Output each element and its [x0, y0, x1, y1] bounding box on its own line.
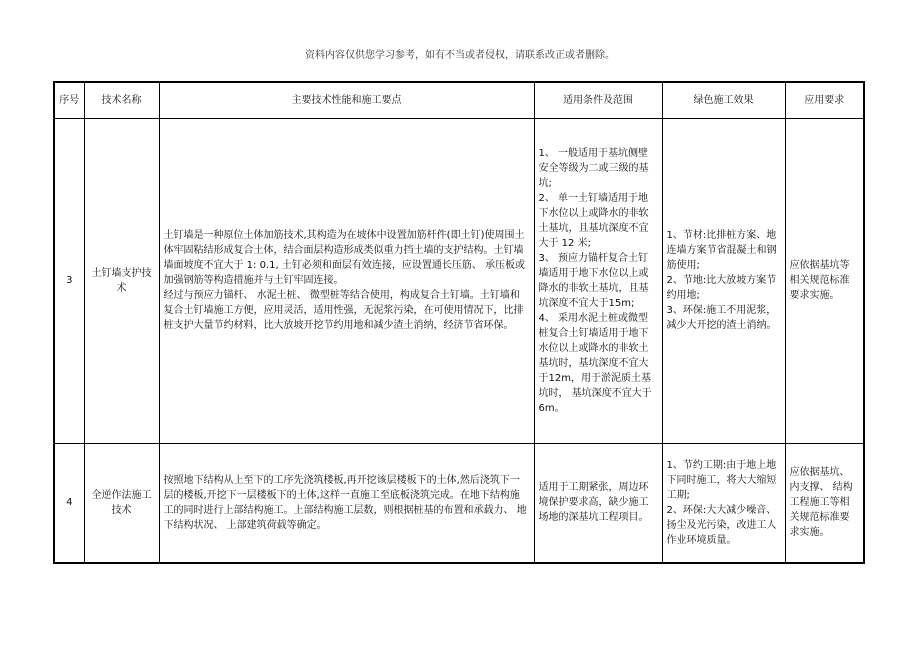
table-row — [54, 443, 864, 563]
row-conditions — [534, 443, 662, 563]
row-green — [662, 443, 785, 563]
row-name: 全逆作法施工技术 — [84, 443, 159, 563]
performance-paragraph: 经过与预应力锚杆、 水泥土桩、 微型桩等结合使用，构成复合土钉墙。土钉墙和复合土钉墙施工方便，应用灵活，适用性强，无泥浆污染，在可使用情况下，比排桩支护大量节约材料，比大放坡开挖节约用地和减少渣土消纳，经济节省环保。 — [163, 290, 524, 331]
condition-item: 4、 采用水泥土桩或微型桩复合土钉墙适用于地下水位以上或降水的非软土基坑时，基坑深度不宜大于12m，用于淤泥质土基坑时， 基坑深度不宜大于6m。 — [538, 312, 652, 414]
header-green: 绿色施工效果 — [662, 82, 785, 118]
header-name: 技术名称 — [84, 82, 159, 118]
disclaimer-notice: 资料内容仅供您学习参考，如有不当或者侵权，请联系改正或者删除。 — [305, 50, 615, 61]
performance-paragraph: 土钉墙是一种原位土体加筋技术,其构造为在坡体中设置加筋杆件(即土钉)使周围土体牢固粘结形成复合土体，结合面层构造形成类似重力挡土墙的支护结构。土钉墙墙面坡度不宜大于 1: 0.1, 土钉必须和面层有效连接，应设置通长压筋、 承压板或加强钢筋等构造措施并与土钉牢固连接。 — [163, 230, 526, 286]
technology-table — [53, 81, 865, 564]
row-name: 土钉墙支护技术 — [84, 118, 159, 443]
table-header-row — [54, 82, 864, 118]
row-requirements: 应依据基坑、内支撑、 结构工程施工等相关规范标准要求实施。 — [785, 443, 864, 563]
row-green — [662, 118, 785, 443]
green-item: 1、节约工期:由于地上地下同时施工，将大大缩短工期; — [666, 459, 777, 501]
row-conditions — [534, 118, 662, 443]
row-performance — [159, 443, 534, 563]
table-row — [54, 118, 864, 443]
header-conditions: 适用条件及范围 — [534, 82, 662, 118]
condition-item: 2、 单一土钉墙适用于地下水位以上或降水的非软土基坑，且基坑深度不宜大于 12 米; — [538, 192, 649, 249]
green-item: 2、节地:比大放坡方案节约用地; — [666, 275, 777, 301]
row-no: 3 — [54, 118, 84, 443]
row-requirements: 应依据基坑等相关规范标准要求实施。 — [785, 118, 864, 443]
performance-paragraph: 按照地下结构从上至下的工序先浇筑楼板,再开挖该层楼板下的土体,然后浇筑下一层的楼板,开挖下一层楼板下的土体,这样一直施工至底板浇筑完成。在地下结构施工的同时进行上部结构施工。上部结构施工层数，则根据桩基的布置和承载力、 地下结构状况、 上部建筑荷载等确定。 — [163, 474, 527, 531]
green-item: 3、环保:施工不用泥浆，减少大开挖的渣土消纳。 — [666, 305, 777, 331]
green-item: 1、节材:比排桩方案、地连墙方案节省混凝土和钢筋使用; — [666, 230, 777, 271]
condition-item: 适用于工期紧张，周边环境保护要求高，缺少施工场地的深基坑工程项目。 — [538, 482, 649, 524]
header-performance: 主要技术性能和施工要点 — [159, 82, 534, 118]
condition-item: 3、 预应力锚杆复合土钉墙适用于地下水位以上或降水的非软土基坑，且基坑深度不宜大于15m; — [538, 252, 649, 309]
header-no: 序号 — [54, 82, 84, 118]
row-no: 4 — [54, 443, 84, 563]
header-requirements: 应用要求 — [785, 82, 864, 118]
condition-item: 1、 一般适用于基坑侧壁安全等级为二或三级的基坑; — [538, 147, 649, 189]
green-item: 2、环保:大大减少噪音、 扬尘及光污染，改进工人作业环境质量。 — [666, 504, 777, 546]
row-performance — [159, 118, 534, 443]
